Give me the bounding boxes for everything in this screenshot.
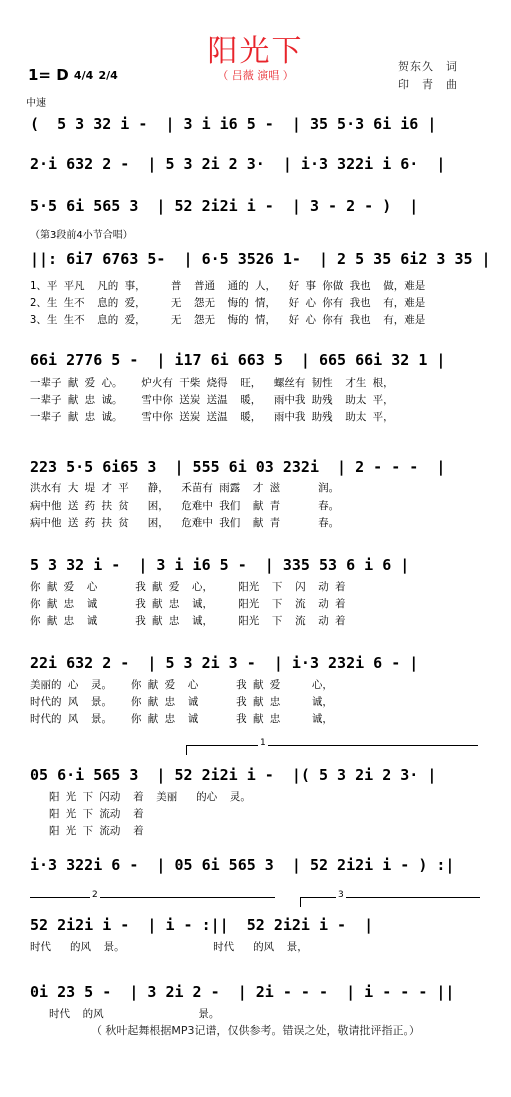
lyrics-row-6-verse2: 病中他 送 药 扶 贫 困， 危难中 我们 献 青 春。 — [30, 500, 340, 512]
music-row-1: ( 5 3 32 i - | 3 i i6 5 - | 35 5·3 6i i6 | — [30, 115, 437, 133]
volta-1-label: 1 — [260, 738, 266, 748]
volta-2-bracket — [30, 897, 275, 898]
lyrics-row-11: 时代 的风 景。 时代 的风 景， — [30, 941, 308, 953]
lyrics-row-12: 时代 的风 景。 — [30, 1008, 220, 1020]
time-signature-2: 2/4 — [98, 69, 118, 82]
music-row-8: 22i 632 2 - | 5 3 2i 3 - | i·3 232i 6 - | — [30, 654, 419, 672]
music-row-4: ||: 6i7 6763 5- | 6·5 3526 1- | 2 5 35 6i2 3 35 | — [30, 250, 491, 268]
lyrics-row-9-verse1: 阳 光 下 闪动 着 美丽 的心 灵。 — [30, 791, 251, 803]
time-signature-1: 4/4 — [73, 69, 94, 82]
volta-3-bracket-start — [300, 897, 301, 907]
lyrics-row-9-verse2: 阳 光 下 流动 着 — [30, 808, 144, 820]
verse3-note: （第3段前4小节合唱） — [30, 230, 133, 241]
volta-1-bracket — [186, 745, 478, 746]
lyrics-row-4-verse1: 1、平 平凡 凡的 事， 普 普通 通的 人， 好 事 你做 我也 做，难是 — [30, 280, 426, 292]
music-row-6: 223 5·5 6i65 3 | 555 6i 03 232i | 2 - - - | — [30, 458, 446, 476]
music-row-5: 66i 2776 5 - | i17 6i 663 5 | 665 66i 32 1 | — [30, 351, 446, 369]
music-row-2: 2·i 632 2 - | 5 3 2i 2 3· | i·3 322i i 6· | — [30, 155, 446, 173]
lyricist-credit: 贺东久 词 — [398, 60, 458, 73]
key-label: 1= D — [28, 66, 69, 84]
composer-credit: 印 青 曲 — [398, 78, 458, 91]
lyrics-row-8-verse1: 美丽的 心 灵。 你 献 爱 心 我 献 爱 心， — [30, 679, 333, 691]
music-row-11: 52 2i2i i - | i - :|| 52 2i2i i - | — [30, 916, 374, 934]
lyrics-row-8-verse3: 时代的 风 景。 你 献 忠 诚 我 献 忠 诚， — [30, 713, 333, 725]
lyrics-row-6-verse3: 病中他 送 药 扶 贫 困， 危难中 我们 献 青 春。 — [30, 517, 340, 529]
volta-2-label: 2 — [92, 890, 98, 900]
lyrics-row-7-verse1: 你 献 爱 心 我 献 爱 心， 阳光 下 闪 动 着 — [30, 581, 346, 593]
lyrics-row-4-verse3: 3、生 生不 息的 爱， 无 怨无 悔的 情， 好 心 你有 我也 有，难是 — [30, 314, 426, 326]
singer-credit: （ 吕薇 演唱 ） — [217, 69, 294, 82]
lyrics-row-9-verse3: 阳 光 下 流动 着 — [30, 825, 144, 837]
music-row-9: 05 6·i 565 3 | 52 2i2i i - |( 5 3 2i 2 3· | — [30, 766, 437, 784]
lyrics-row-8-verse2: 时代的 风 景。 你 献 忠 诚 我 献 忠 诚， — [30, 696, 333, 708]
lyrics-row-6-verse1: 洪水有 大 堤 才 平 静， 禾苗有 雨露 才 滋 润。 — [30, 482, 340, 494]
lyrics-row-7-verse3: 你 献 忠 诚 我 献 忠 诚， 阳光 下 流 动 着 — [30, 615, 346, 627]
song-title: 阳光下 — [207, 34, 304, 69]
lyrics-row-5-verse3: 一辈子 献 忠 诚。 雪中你 送炭 送温 暖， 雨中我 助残 助太 平， — [30, 411, 394, 423]
lyrics-row-7-verse2: 你 献 忠 诚 我 献 忠 诚， 阳光 下 流 动 着 — [30, 598, 346, 610]
lyrics-row-5-verse1: 一辈子 献 爱 心。 炉火有 干柴 烧得 旺， 螺丝有 韧性 才生 根， — [30, 377, 394, 389]
lyrics-row-4-verse2: 2、生 生不 息的 爱， 无 怨无 悔的 情， 好 心 你有 我也 有，难是 — [30, 297, 426, 309]
key-signature — [28, 66, 118, 84]
music-row-7: 5 3 32 i - | 3 i i6 5 - | 335 53 6 i 6 | — [30, 556, 410, 574]
music-row-12: 0i 23 5 - | 3 2i 2 - | 2i - - - | i - - - || — [30, 983, 455, 1001]
tempo-marking: 中速 — [26, 98, 46, 109]
music-row-3: 5·5 6i 565 3 | 52 2i2i i - | 3 - 2 - ) | — [30, 197, 419, 215]
volta-3-label: 3 — [338, 890, 344, 900]
volta-3-bracket — [300, 897, 480, 898]
music-row-10: i·3 322i 6 - | 05 6i 565 3 | 52 2i2i i - ) :| — [30, 856, 455, 874]
volta-1-bracket-start — [186, 745, 187, 755]
lyrics-row-5-verse2: 一辈子 献 忠 诚。 雪中你 送炭 送温 暖， 雨中我 助残 助太 平， — [30, 394, 394, 406]
footer-note: （ 秋叶起舞根据MP3记谱，仅供参考。错误之处，敬请批评指正。） — [90, 1024, 421, 1037]
